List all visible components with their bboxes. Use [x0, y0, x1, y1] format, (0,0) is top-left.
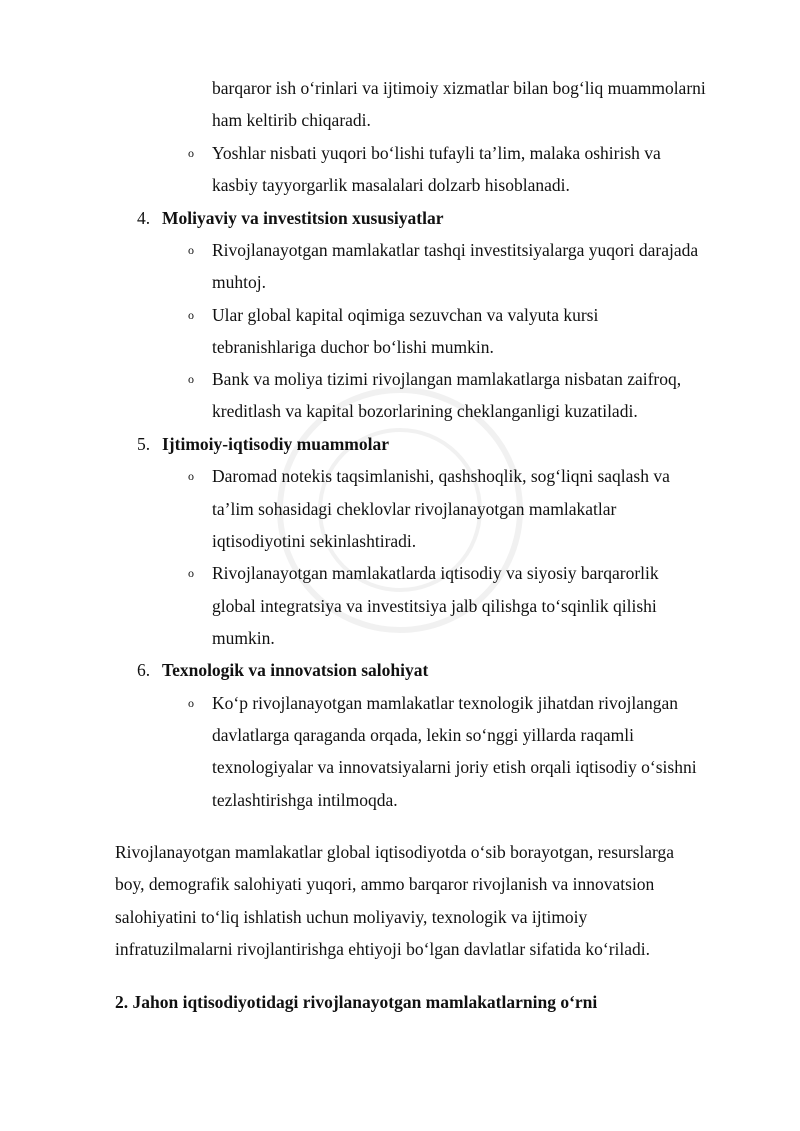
bullet-marker: o: [188, 696, 194, 710]
bullet-line: iqtisodiyotini sekinlashtiradi.: [212, 531, 417, 551]
bullet-line: texnologiyalar va innovatsiyalarni joriy etish orqali iqtisodiy o‘sishni: [212, 757, 697, 777]
bullet-marker: o: [188, 146, 194, 160]
bullet-marker: o: [188, 469, 194, 483]
bullet-line: davlatlarga qaraganda orqada, lekin so‘nggi yillarda raqamli: [212, 725, 634, 745]
summary-line: boy, demografik salohiyati yuqori, ammo barqaror rivojlanish va innovatsion: [115, 874, 655, 894]
section-heading: Moliyaviy va investitsion xususiyatlar: [162, 208, 444, 228]
section-number: 6.: [137, 660, 151, 680]
bullet-line: kreditlash va kapital bozorlarining cheklanganligi kuzatiladi.: [212, 401, 638, 421]
bullet-marker: o: [188, 243, 194, 257]
bullet-marker: o: [188, 372, 194, 386]
next-section-heading: 2. Jahon iqtisodiyotidagi rivojlanayotgan mamlakatlarning o‘rni: [115, 992, 598, 1012]
section-heading: Ijtimoiy-iqtisodiy muammolar: [162, 434, 390, 454]
bullet-line: mumkin.: [212, 628, 275, 648]
bullet-line: Rivojlanayotgan mamlakatlar tashqi investitsiyalarga yuqori darajada: [212, 240, 699, 260]
bullet-line: Daromad notekis taqsimlanishi, qashshoqlik, sog‘liqni saqlash va: [212, 466, 670, 486]
section-number: 5.: [137, 434, 151, 454]
bullet-line: ta’lim sohasidagi cheklovlar rivojlanayotgan mamlakatlar: [212, 499, 617, 519]
bullet-line: tezlashtirishga intilmoqda.: [212, 790, 398, 810]
summary-line: Rivojlanayotgan mamlakatlar global iqtisodiyotda o‘sib borayotgan, resurslarga: [115, 842, 675, 862]
bullet-line: Yoshlar nisbati yuqori bo‘lishi tufayli ta’lim, malaka oshirish va: [212, 143, 661, 163]
bullet-marker: o: [188, 566, 194, 580]
bullet-line: tebranishlariga duchor bo‘lishi mumkin.: [212, 337, 494, 357]
bullet-line: global integratsiya va investitsiya jalb qilishga to‘sqinlik qilishi: [212, 596, 657, 616]
carryover-line-1: barqaror ish o‘rinlari va ijtimoiy xizmatlar bilan bog‘liq muammolarni: [212, 78, 706, 98]
bullet-line: Ko‘p rivojlanayotgan mamlakatlar texnologik jihatdan rivojlangan: [212, 693, 679, 713]
bullet-line: Bank va moliya tizimi rivojlangan mamlakatlarga nisbatan zaifroq,: [212, 369, 682, 389]
bullet-line: kasbiy tayyorgarlik masalalari dolzarb hisoblanadi.: [212, 175, 570, 195]
bullet-line: muhtoj.: [212, 272, 266, 292]
summary-line: salohiyatini to‘liq ishlatish uchun moliyaviy, texnologik va ijtimoiy: [115, 907, 588, 927]
bullet-marker: o: [188, 308, 194, 322]
bullet-line: Rivojlanayotgan mamlakatlarda iqtisodiy va siyosiy barqarorlik: [212, 563, 659, 583]
bullet-line: Ular global kapital oqimiga sezuvchan va valyuta kursi: [212, 305, 599, 325]
summary-line: infratuzilmalarni rivojlantirishga ehtiyoji bo‘lgan davlatlar sifatida ko‘riladi.: [115, 939, 651, 959]
section-heading: Texnologik va innovatsion salohiyat: [162, 660, 429, 680]
carryover-line-2: ham keltirib chiqaradi.: [212, 110, 371, 130]
section-number: 4.: [137, 208, 151, 228]
